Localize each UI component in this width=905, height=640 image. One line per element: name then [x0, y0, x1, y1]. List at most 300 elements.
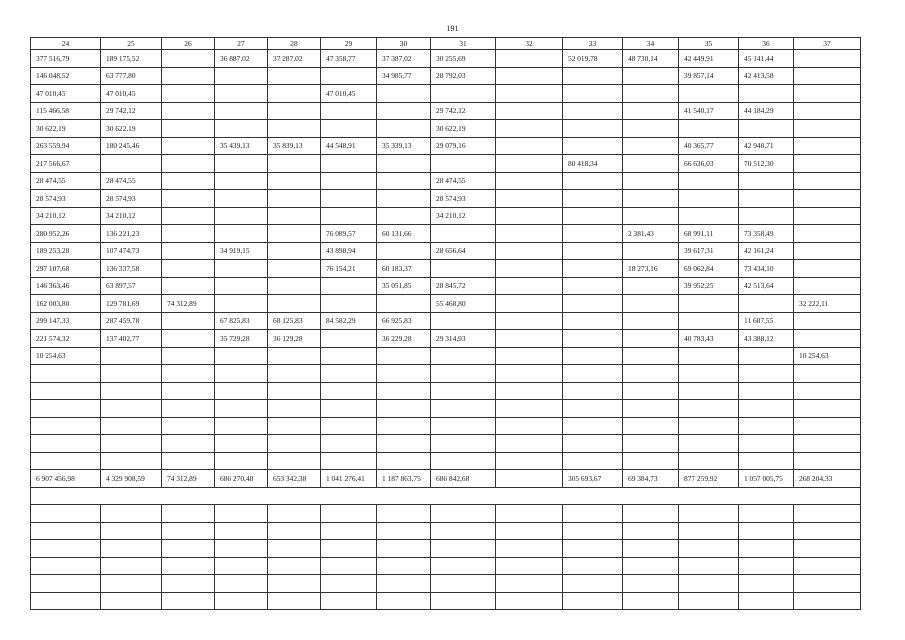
- empty-cell: [739, 592, 794, 610]
- empty-cell: [377, 592, 431, 610]
- table-cell: [794, 137, 861, 155]
- table-cell: 84 582,29: [321, 312, 377, 330]
- empty-cell: [431, 505, 496, 523]
- total-cell: 6 907 456,98: [31, 470, 101, 488]
- empty-cell: [679, 575, 739, 593]
- table-cell: 80 418,34: [563, 155, 623, 173]
- table-cell: [794, 330, 861, 348]
- empty-cell: [31, 540, 101, 558]
- table-cell: [215, 225, 268, 243]
- table-cell: [496, 120, 563, 138]
- table-cell: [794, 207, 861, 225]
- table-cell: 180 245,46: [101, 137, 162, 155]
- table-cell: [101, 347, 162, 365]
- empty-cell: [431, 557, 496, 575]
- table-cell: [162, 85, 215, 103]
- table-cell: [321, 295, 377, 313]
- table-cell: [794, 225, 861, 243]
- empty-cell: [563, 522, 623, 540]
- empty-cell: [679, 557, 739, 575]
- table-cell: [321, 207, 377, 225]
- table-cell: [623, 312, 679, 330]
- column-header: 33: [563, 38, 623, 50]
- empty-cell: [496, 575, 563, 593]
- empty-cell: [496, 540, 563, 558]
- total-cell: 1 041 276,41: [321, 470, 377, 488]
- table-cell: [215, 295, 268, 313]
- empty-cell: [496, 435, 563, 453]
- empty-cell: [794, 592, 861, 610]
- table-cell: 52 019,78: [563, 50, 623, 68]
- table-cell: 217 566,67: [31, 155, 101, 173]
- table-cell: 18 273,16: [623, 260, 679, 278]
- empty-cell: [321, 382, 377, 400]
- empty-cell: [268, 417, 321, 435]
- table-cell: [496, 67, 563, 85]
- table-cell: [623, 120, 679, 138]
- table-cell: [377, 85, 431, 103]
- empty-cell: [794, 400, 861, 418]
- empty-cell: [794, 435, 861, 453]
- empty-cell: [162, 382, 215, 400]
- table-cell: [215, 67, 268, 85]
- empty-cell: [563, 505, 623, 523]
- empty-cell: [377, 505, 431, 523]
- table-cell: [496, 85, 563, 103]
- empty-cell: [215, 557, 268, 575]
- spacer-row: [31, 487, 861, 505]
- empty-cell: [739, 417, 794, 435]
- table-cell: 66 925,83: [377, 312, 431, 330]
- empty-cell: [101, 417, 162, 435]
- table-cell: 28 845,72: [431, 277, 496, 295]
- empty-cell: [377, 365, 431, 383]
- table-cell: 42 513,64: [739, 277, 794, 295]
- empty-cell: [377, 435, 431, 453]
- table-cell: 29 742,12: [431, 102, 496, 120]
- table-cell: [162, 225, 215, 243]
- table-cell: [739, 172, 794, 190]
- empty-cell: [739, 400, 794, 418]
- empty-cell: [623, 452, 679, 470]
- empty-cell: [162, 417, 215, 435]
- table-cell: [268, 277, 321, 295]
- table-cell: [496, 190, 563, 208]
- table-row: [31, 172, 861, 190]
- table-cell: [215, 347, 268, 365]
- empty-cell: [321, 400, 377, 418]
- table-cell: 28 792,03: [431, 67, 496, 85]
- table-cell: 35 439,13: [215, 137, 268, 155]
- empty-cell: [739, 575, 794, 593]
- table-cell: 28 574,93: [31, 190, 101, 208]
- table-cell: [623, 347, 679, 365]
- table-cell: 67 825,83: [215, 312, 268, 330]
- table-cell: [563, 190, 623, 208]
- column-header: 28: [268, 38, 321, 50]
- table-cell: [321, 67, 377, 85]
- table-row: [31, 347, 861, 365]
- empty-cell: [215, 575, 268, 593]
- table-cell: [623, 102, 679, 120]
- table-cell: 28 474,55: [431, 172, 496, 190]
- table-cell: [321, 277, 377, 295]
- empty-cell: [679, 522, 739, 540]
- empty-cell: [679, 417, 739, 435]
- table-cell: [496, 225, 563, 243]
- empty-cell: [563, 400, 623, 418]
- empty-cell: [431, 365, 496, 383]
- table-cell: 35 051,85: [377, 277, 431, 295]
- table-cell: [496, 295, 563, 313]
- header-row: [31, 38, 861, 50]
- table-cell: [268, 155, 321, 173]
- empty-cell: [794, 557, 861, 575]
- total-cell: 1 057 005,75: [739, 470, 794, 488]
- table-cell: [623, 207, 679, 225]
- table-cell: 299 147,33: [31, 312, 101, 330]
- empty-cell: [377, 400, 431, 418]
- table-cell: 34 210,12: [31, 207, 101, 225]
- empty-cell: [268, 400, 321, 418]
- empty-cell: [31, 505, 101, 523]
- table-cell: [215, 120, 268, 138]
- table-cell: 28 474,55: [101, 172, 162, 190]
- table-cell: 47 010,45: [321, 85, 377, 103]
- table-cell: 136 221,23: [101, 225, 162, 243]
- table-cell: [739, 295, 794, 313]
- column-header: 29: [321, 38, 377, 50]
- table-cell: 34 919,15: [215, 242, 268, 260]
- table-cell: [563, 102, 623, 120]
- table-cell: 74 312,89: [162, 295, 215, 313]
- table-cell: [268, 190, 321, 208]
- table-cell: [377, 347, 431, 365]
- table-cell: [679, 120, 739, 138]
- table-cell: [162, 120, 215, 138]
- table-cell: [794, 172, 861, 190]
- table-cell: [679, 85, 739, 103]
- empty-cell: [623, 575, 679, 593]
- table-cell: 287 459,78: [101, 312, 162, 330]
- table-cell: 70 512,30: [739, 155, 794, 173]
- table-cell: [215, 207, 268, 225]
- table-cell: [679, 347, 739, 365]
- empty-cell: [268, 592, 321, 610]
- table-cell: 28 656,64: [431, 242, 496, 260]
- table-cell: [563, 67, 623, 85]
- table-row: [31, 137, 861, 155]
- table-cell: [101, 155, 162, 173]
- table-row: [31, 102, 861, 120]
- empty-row: [31, 435, 861, 453]
- table-cell: [377, 120, 431, 138]
- table-cell: 162 003,80: [31, 295, 101, 313]
- empty-cell: [739, 505, 794, 523]
- table-cell: [215, 277, 268, 295]
- table-cell: [563, 347, 623, 365]
- table-cell: [377, 102, 431, 120]
- empty-cell: [215, 417, 268, 435]
- empty-cell: [215, 592, 268, 610]
- table-cell: 129 781,69: [101, 295, 162, 313]
- empty-cell: [101, 435, 162, 453]
- empty-cell: [739, 540, 794, 558]
- empty-cell: [101, 400, 162, 418]
- empty-cell: [679, 435, 739, 453]
- table-cell: 30 255,69: [431, 50, 496, 68]
- table-row: [31, 312, 861, 330]
- table-cell: [496, 50, 563, 68]
- empty-cell: [101, 452, 162, 470]
- table-cell: [623, 67, 679, 85]
- table-cell: [794, 50, 861, 68]
- table-cell: 42 161,24: [739, 242, 794, 260]
- empty-cell: [794, 522, 861, 540]
- empty-cell: [162, 557, 215, 575]
- empty-row: [31, 540, 861, 558]
- table-cell: [162, 347, 215, 365]
- empty-row: [31, 557, 861, 575]
- table-cell: 76 089,57: [321, 225, 377, 243]
- column-header: 34: [623, 38, 679, 50]
- table-cell: [162, 207, 215, 225]
- empty-cell: [496, 452, 563, 470]
- column-header: 36: [739, 38, 794, 50]
- table-cell: [563, 277, 623, 295]
- table-cell: 10 254,63: [794, 347, 861, 365]
- total-cell: 74 312,89: [162, 470, 215, 488]
- table-cell: [162, 312, 215, 330]
- empty-cell: [739, 522, 794, 540]
- table-cell: [215, 172, 268, 190]
- table-cell: [321, 155, 377, 173]
- empty-cell: [101, 522, 162, 540]
- empty-cell: [31, 417, 101, 435]
- total-cell: 686 842,68: [431, 470, 496, 488]
- table-cell: [268, 207, 321, 225]
- table-cell: 29 742,12: [101, 102, 162, 120]
- empty-cell: [377, 540, 431, 558]
- table-cell: [268, 172, 321, 190]
- table-cell: [431, 312, 496, 330]
- total-cell: 653 342,38: [268, 470, 321, 488]
- table-cell: [162, 50, 215, 68]
- empty-cell: [679, 452, 739, 470]
- empty-cell: [563, 417, 623, 435]
- table-cell: [215, 155, 268, 173]
- table-cell: 44 548,91: [321, 137, 377, 155]
- empty-cell: [377, 382, 431, 400]
- table-cell: 34 210,12: [101, 207, 162, 225]
- table-cell: [794, 102, 861, 120]
- table-cell: 60 183,37: [377, 260, 431, 278]
- table-cell: [496, 137, 563, 155]
- empty-cell: [739, 435, 794, 453]
- table-cell: [431, 347, 496, 365]
- column-header: 30: [377, 38, 431, 50]
- table-cell: [563, 330, 623, 348]
- empty-cell: [321, 592, 377, 610]
- table-cell: [563, 137, 623, 155]
- table-cell: [162, 172, 215, 190]
- empty-cell: [563, 435, 623, 453]
- table-cell: [162, 242, 215, 260]
- table-cell: [623, 137, 679, 155]
- empty-cell: [268, 452, 321, 470]
- table-cell: [215, 85, 268, 103]
- table-cell: [321, 102, 377, 120]
- empty-cell: [377, 452, 431, 470]
- table-cell: 377 516,79: [31, 50, 101, 68]
- empty-cell: [794, 382, 861, 400]
- table-cell: [268, 295, 321, 313]
- table-cell: [794, 277, 861, 295]
- total-cell: 69 384,73: [623, 470, 679, 488]
- table-cell: [321, 190, 377, 208]
- column-header: 25: [101, 38, 162, 50]
- table-cell: [739, 207, 794, 225]
- table-cell: 44 184,29: [739, 102, 794, 120]
- total-cell: 268 204,33: [794, 470, 861, 488]
- empty-cell: [162, 592, 215, 610]
- empty-cell: [162, 505, 215, 523]
- empty-cell: [623, 382, 679, 400]
- table-cell: [794, 120, 861, 138]
- table-cell: [162, 102, 215, 120]
- empty-cell: [431, 452, 496, 470]
- table-cell: [162, 190, 215, 208]
- empty-row: [31, 522, 861, 540]
- empty-cell: [739, 365, 794, 383]
- empty-cell: [321, 365, 377, 383]
- empty-cell: [162, 575, 215, 593]
- empty-cell: [215, 435, 268, 453]
- empty-cell: [268, 435, 321, 453]
- table-cell: 30 622,19: [101, 120, 162, 138]
- empty-row: [31, 505, 861, 523]
- table-cell: [794, 155, 861, 173]
- table-cell: [431, 260, 496, 278]
- table-cell: 189 253,28: [31, 242, 101, 260]
- empty-cell: [31, 575, 101, 593]
- total-cell: 4 329 908,59: [101, 470, 162, 488]
- empty-cell: [101, 557, 162, 575]
- column-header: 26: [162, 38, 215, 50]
- empty-cell: [31, 365, 101, 383]
- table-cell: [321, 330, 377, 348]
- empty-cell: [321, 522, 377, 540]
- table-cell: 66 636,03: [679, 155, 739, 173]
- empty-cell: [623, 505, 679, 523]
- empty-cell: [215, 365, 268, 383]
- table-cell: 34 985,77: [377, 67, 431, 85]
- table-cell: 43 898,94: [321, 242, 377, 260]
- table-row: [31, 120, 861, 138]
- empty-row: [31, 592, 861, 610]
- table-cell: [431, 85, 496, 103]
- table-cell: [794, 85, 861, 103]
- table-cell: 40 783,43: [679, 330, 739, 348]
- table-cell: [563, 312, 623, 330]
- empty-cell: [623, 540, 679, 558]
- table-cell: 28 574,93: [101, 190, 162, 208]
- empty-cell: [431, 522, 496, 540]
- empty-cell: [623, 400, 679, 418]
- table-cell: [623, 190, 679, 208]
- empty-cell: [101, 575, 162, 593]
- table-cell: 37 287,02: [268, 50, 321, 68]
- table-cell: 280 952,26: [31, 225, 101, 243]
- empty-cell: [268, 365, 321, 383]
- table-cell: [496, 242, 563, 260]
- table-cell: [794, 260, 861, 278]
- table-cell: [794, 190, 861, 208]
- empty-cell: [794, 505, 861, 523]
- column-header: 35: [679, 38, 739, 50]
- table-cell: [739, 85, 794, 103]
- table-cell: [739, 190, 794, 208]
- table-cell: [162, 330, 215, 348]
- table-row: [31, 85, 861, 103]
- empty-cell: [215, 505, 268, 523]
- empty-cell: [101, 365, 162, 383]
- table-cell: 11 687,55: [739, 312, 794, 330]
- table-cell: [268, 85, 321, 103]
- table-cell: [377, 242, 431, 260]
- table-cell: 10 254,63: [31, 347, 101, 365]
- table-cell: [679, 207, 739, 225]
- table-cell: 29 314,93: [431, 330, 496, 348]
- empty-cell: [321, 505, 377, 523]
- table-row: [31, 242, 861, 260]
- page-number: 191: [446, 24, 459, 33]
- table-cell: 68 991,11: [679, 225, 739, 243]
- table-cell: 42 948,71: [739, 137, 794, 155]
- empty-cell: [162, 540, 215, 558]
- empty-cell: [679, 505, 739, 523]
- empty-cell: [496, 382, 563, 400]
- table-cell: 35 339,13: [377, 137, 431, 155]
- empty-row: [31, 575, 861, 593]
- table-row: [31, 277, 861, 295]
- empty-cell: [215, 452, 268, 470]
- table-cell: [679, 190, 739, 208]
- empty-cell: [563, 557, 623, 575]
- table-row: [31, 225, 861, 243]
- total-cell: 1 187 863,75: [377, 470, 431, 488]
- empty-cell: [496, 505, 563, 523]
- empty-cell: [794, 452, 861, 470]
- empty-cell: [496, 557, 563, 575]
- empty-cell: [321, 417, 377, 435]
- empty-row: [31, 452, 861, 470]
- table-cell: [563, 260, 623, 278]
- table-cell: [739, 347, 794, 365]
- table-cell: [679, 172, 739, 190]
- table-cell: [496, 172, 563, 190]
- table-cell: [496, 102, 563, 120]
- empty-cell: [162, 365, 215, 383]
- table-cell: 146 363,46: [31, 277, 101, 295]
- table-cell: 47 010,45: [101, 85, 162, 103]
- empty-cell: [321, 540, 377, 558]
- table-cell: 39 952,25: [679, 277, 739, 295]
- table-cell: [215, 190, 268, 208]
- table-cell: [268, 120, 321, 138]
- empty-cell: [431, 417, 496, 435]
- empty-cell: [679, 592, 739, 610]
